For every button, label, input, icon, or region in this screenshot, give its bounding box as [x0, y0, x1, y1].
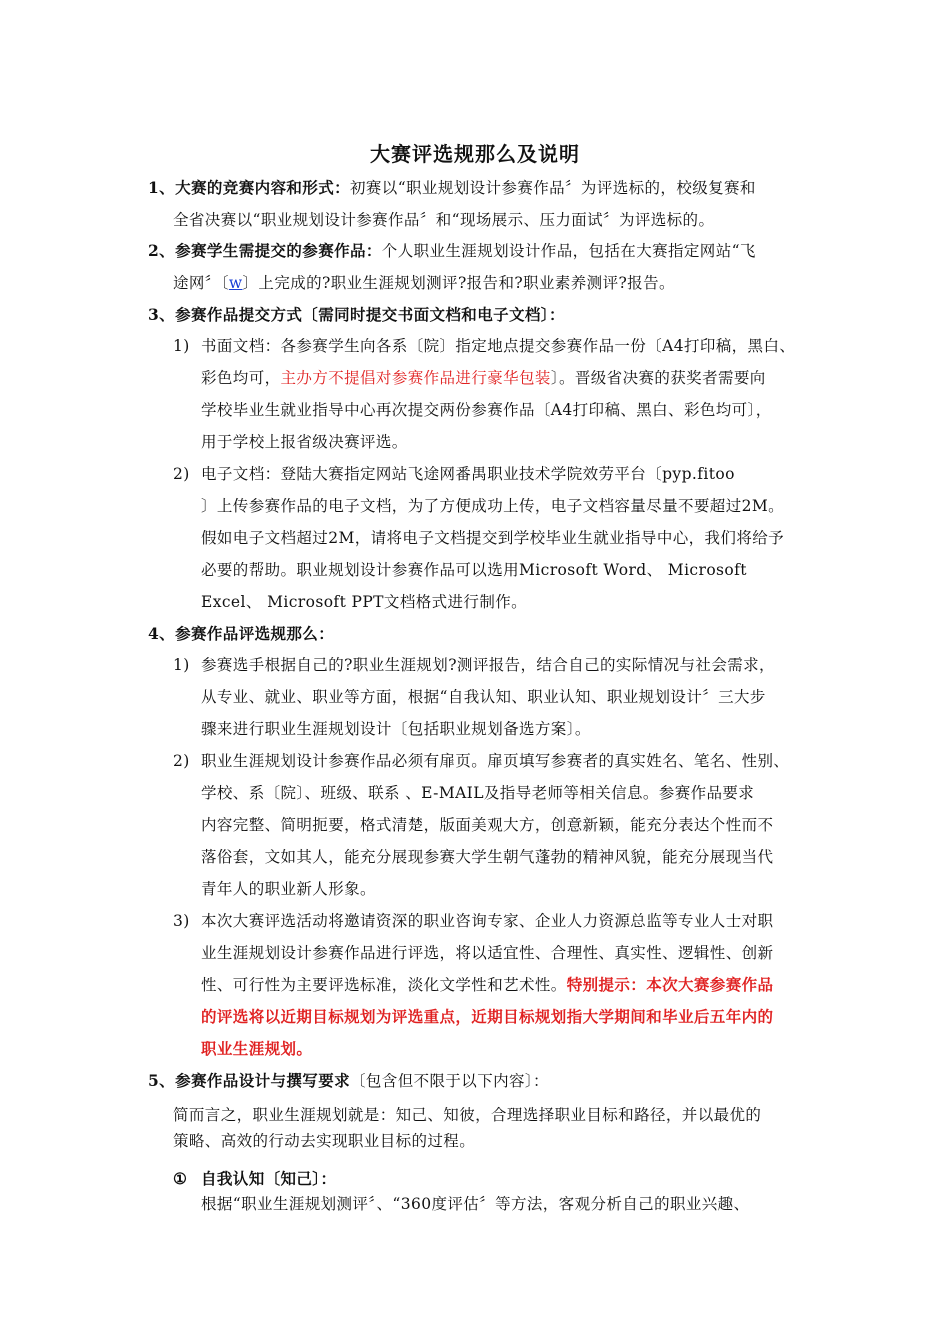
section-4-item-1-line-2: 从专业、就业、职业等方面，根据“自我认知、职业认知、职业规划设计〞三大步 — [201, 688, 766, 706]
section-4-number: 4、 — [148, 624, 176, 643]
section-4-item-2-number: 2) — [173, 752, 190, 770]
section-4-item-2-line-1: 职业生涯规划设计参赛作品必须有扉页。扉页填写参赛者的真实姓名、笔名、性别、 — [201, 752, 790, 770]
section-3-item-2-line-3: 假如电子文档超过2M，请将电子文档提交到学校毕业生就业指导中心，我们将给予 — [201, 529, 785, 547]
section-3-item-2-line-2: 〕上传参赛作品的电子文档，为了方便成功上传，电子文档容量尽量不要超过2M。 — [201, 497, 785, 515]
section-4-item-1-number: 1) — [173, 656, 190, 674]
section-4-item-1-line-1: 参赛选手根据自己的?职业生涯规划?测评报告，结合自己的实际情况与社会需求， — [201, 656, 775, 674]
section-2-heading: 参赛学生需提交的参赛作品： — [175, 241, 382, 260]
section-2-text: 个人职业生涯规划设计作品，包括在大赛指定网站“飞 — [381, 242, 756, 260]
section-3-item-2-line-5: Excel、 Microsoft PPT文档格式进行制作。 — [201, 593, 528, 611]
section-3-item-2-line-1: 电子文档：登陆大赛指定网站飞途网番禺职业技术学院效劳平台〔pyp.fitoo — [201, 465, 735, 483]
section-4-heading: 参赛作品评选规那么： — [175, 624, 335, 643]
section-5-paragraph-line-1: 简而言之，职业生涯规划就是：知己、知彼，合理选择职业目标和路径，并以最优的 — [173, 1106, 762, 1124]
section-3-item-2-number: 2) — [173, 465, 190, 483]
section-5-heading: 参赛作品设计与撰写要求 — [175, 1071, 350, 1090]
section-4-item-3-line-1: 本次大赛评选活动将邀请资深的职业咨询专家、企业人力资源总监等专业人士对职 — [201, 912, 774, 930]
section-3-number: 3、 — [148, 305, 176, 324]
section-3-item-1-line-3: 学校毕业生就业指导中心再次提交两份参赛作品〔A4打印稿、黑白、彩色均可〕， — [201, 401, 772, 419]
section-2-text-b: 〕上完成的?职业生涯规划测评?报告和?职业素养测评?报告。 — [242, 274, 675, 292]
section-5-heading-tail: 〔包含但不限于以下内容〕： — [350, 1072, 549, 1090]
section-2-line-2 — [173, 272, 675, 294]
section-3-item-1-text-a: 彩色均可， — [201, 369, 281, 387]
special-notice-line-2: 的评选将以近期目标规划为评选重点，近期目标规划指大学期间和毕业后五年内的 — [201, 1007, 774, 1026]
circled-number-1: ① — [173, 1169, 188, 1188]
document-title: 大赛评选规那么及说明 — [370, 142, 580, 166]
section-2-number: 2、 — [148, 241, 176, 260]
section-4-item-2-line-2: 学校、系〔院〕、班级、联系 、E-MAIL及指导老师等相关信息。参赛作品要求 — [201, 784, 755, 802]
section-1-line-2: 全省决赛以“职业规划设计参赛作品〞和“现场展示、压力面试〞为评选标的。 — [173, 211, 715, 229]
section-4-heading-line — [148, 623, 334, 645]
section-1-line-1 — [148, 177, 756, 199]
special-notice-start: 特别提示：本次大赛参赛作品 — [566, 975, 774, 994]
section-3-heading: 参赛作品提交方式〔需同时提交书面文档和电子文档〕： — [175, 305, 565, 324]
section-4-item-3-line-3 — [201, 974, 773, 996]
section-2-line-1 — [148, 240, 756, 262]
section-3-item-1-line-4: 用于学校上报省级决赛评选。 — [201, 433, 408, 451]
section-3-item-1-number: 1) — [173, 337, 190, 355]
section-4-item-1-line-3: 骤来进行职业生涯规划设计〔包括职业规划备选方案〕。 — [201, 720, 591, 738]
section-4-item-3-line-2: 业生涯规划设计参赛作品进行评选，将以适宜性、合理性、真实性、逻辑性、创新 — [201, 944, 774, 962]
feitu-website-link[interactable]: w — [228, 274, 243, 292]
section-4-item-2-line-5: 青年人的职业新人形象。 — [201, 880, 376, 898]
section-4-item-3-number: 3) — [173, 912, 190, 930]
section-3-item-2-line-4: 必要的帮助。职业规划设计参赛作品可以选用Microsoft Word、 Microsoft — [201, 561, 747, 579]
special-notice-line-3: 职业生涯规划。 — [201, 1039, 313, 1058]
section-3-heading-line — [148, 304, 565, 326]
section-3-item-1-line-1: 书面文档：各参赛学生向各系〔院〕指定地点提交参赛作品一份〔A4打印稿，黑白、 — [201, 337, 796, 355]
section-3-item-1-text-b: 〕。晋级省决赛的获奖者需要向 — [550, 369, 766, 387]
section-3-item-1-line-2 — [201, 367, 766, 389]
section-1-number: 1、 — [148, 178, 176, 197]
section-2-text-a: 途网〞〔 — [173, 274, 229, 292]
section-1-heading: 大赛的竞赛内容和形式： — [175, 178, 350, 197]
no-luxury-packaging-note: 主办方不提倡对参赛作品进行豪华包装 — [280, 369, 551, 387]
self-awareness-heading: 自我认知〔知己〕： — [201, 1169, 337, 1188]
section-5-paragraph-line-2: 策略、高效的行动去实现职业目标的过程。 — [173, 1132, 476, 1150]
section-4-item-2-line-3: 内容完整、简明扼要，格式清楚，版面美观大方，创意新颖，能充分表达个性而不 — [201, 816, 774, 834]
section-1-text: 初赛以“职业规划设计参赛作品〞为评选标的，校级复赛和 — [350, 179, 756, 197]
section-4-item-2-line-4: 落俗套，文如其人，能充分展现参赛大学生朝气蓬勃的精神风貌，能充分展现当代 — [201, 848, 774, 866]
section-5-heading-line — [148, 1070, 549, 1092]
self-awareness-line-1: 根据“职业生涯规划测评〞、“360度评估〞等方法，客观分析自己的职业兴趣、 — [201, 1195, 750, 1213]
section-4-item-3-text: 性、可行性为主要评选标准，淡化文学性和艺术性。 — [201, 976, 567, 994]
section-5-number: 5、 — [148, 1071, 176, 1090]
